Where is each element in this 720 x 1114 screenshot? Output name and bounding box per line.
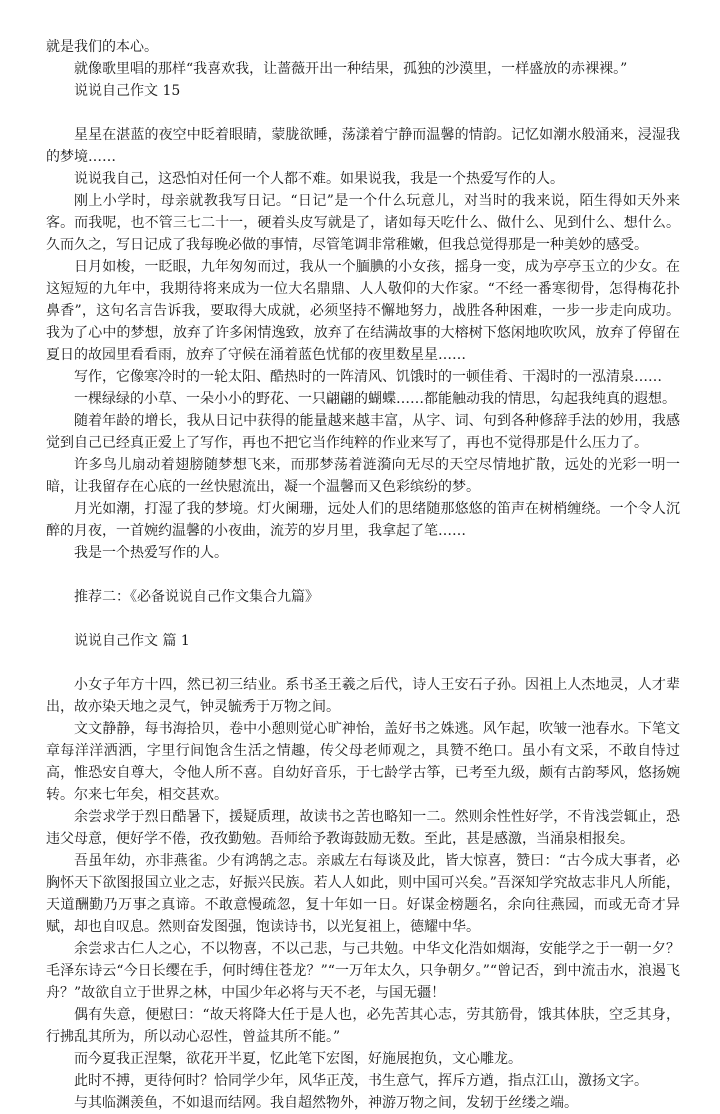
section-title-piece-1: 说说自己作文 篇 1 <box>74 633 190 649</box>
paragraph: 而今夏我正涅槃，欲花开半夏，忆此笔下宏图，好施展抱负，文心雕龙。 <box>74 1051 522 1067</box>
paragraph: 偶有失意，便慰曰：“故天将降大任于是人也，必先苦其心志，劳其筋骨，饿其体肤，空乏其身，行拂乱其所为，所以动心忍性，曾益其所不能。” <box>46 1007 680 1045</box>
paragraph: 此时不搏，更待何时？恰同学少年，风华正茂，书生意气，挥斥方遒，指点江山，激扬文字。 <box>74 1073 648 1089</box>
paragraph: 许多鸟儿扇动着翅膀随梦想飞来，而那梦荡着涟漪向无尽的天空尽情地扩散，远处的光彩一明一暗，让我留存在心底的一丝快慰流出，凝一个温馨而又色彩缤纷的梦。 <box>46 457 680 495</box>
recommend-heading: 推荐二：《必备说说自己作文集合九篇》 <box>74 589 319 605</box>
paragraph: 说说我自己，这恐怕对任何一个人都不难。如果说我，我是一个热爱写作的人。 <box>74 171 564 187</box>
paragraph: 文文静静，每书海拾贝，卷中小憩则觉心旷神怡，盖好书之姝逃。风乍起，吹皱一池春水。下笔文章每洋洋洒洒，字里行间饱含生活之情趣，传父母老师观之，具赞不绝口。虽小有文采，不敢自恃过高，惟恐安自尊大，令他人所不喜。自幼好音乐，于七龄学古筝，已考至九级，颇有古韵琴风，悠扬婉转。尔来七年矣，相交甚欢。 <box>46 721 680 803</box>
paragraph: 日月如梭，一眨眼，九年匆匆而过，我从一个腼腆的小女孩，摇身一变，成为亭亭玉立的少女。在这短短的九年中，我期待将来成为一位大名鼎鼎、人人敬仰的大作家。“不经一番寒彻骨，怎得梅花扑鼻香”，这句名言告诉我，要取得大成就，必须坚持不懈地努力，战胜各种困难，一步一步走向成功。我为了心中的梦想，放弃了许多闲情逸致，放弃了在结满故事的大榕树下悠闲地吹吹风，放弃了停留在夏日的故园里看看雨，放弃了守候在涌着蓝色忧郁的夜里数星星…… <box>46 259 680 363</box>
paragraph: 吾虽年幼，亦非燕雀。少有鸿鹄之志。亲戚左右每谈及此，皆大惊喜，赞曰：“古今成大事者，必胸怀天下欲图报国立业之志，好振兴民族。若人人如此，则中国可兴矣。”吾深知学究故志非凡人所能，天道酬勤乃万事之真谛。不敢意慢疏忽，复十年如一日。好谋金榜题名，余向往燕园，而或无奇才异赋，却也自叹息。然则奋发图强，饱读诗书，以光复祖上，德耀中华。 <box>46 853 680 935</box>
lead-line: 就是我们的本心。 <box>46 39 158 55</box>
paragraph: 与其临渊羡鱼，不如退而结网。我自超然物外，神游万物之间，发轫于丝缕之端。 <box>74 1095 578 1111</box>
paragraph: 余尝求古仁人之心，不以物喜，不以己悲，与己共勉。中华文化浩如烟海，安能学之于一朝一夕？毛泽东诗云“今日长缨在手，何时缚住苍龙？”“一万年太久，只争朝夕。”“曾记否，到中流击水，浪遏飞舟？”故欲自立于世界之林，中国少年必将与天不老，与国无疆！ <box>46 941 680 1001</box>
section-title-essay-15: 说说自己作文 15 <box>74 83 181 99</box>
paragraph: 余尝求学于烈日酷暑下，援疑质理，故读书之苦也略知一二。然则余性性好学，不肯浅尝辄止，恐违父母意，便好学不倦，孜孜勤勉。吾师给予教诲鼓励无数。至此，甚是感激，当涌泉相报矣。 <box>46 809 680 847</box>
paragraph: 星星在湛蓝的夜空中眨着眼睛，蒙胧欲睡，荡漾着宁静而温馨的情韵。记忆如潮水般涌来，浸湿我的梦境…… <box>46 127 680 165</box>
paragraph: 月光如潮，打湿了我的梦境。灯火阑珊，远处人们的思绪随那悠悠的笛声在树梢缠绕。一个令人沉醉的月夜，一首婉约温馨的小夜曲，流芳的岁月里，我拿起了笔…… <box>46 501 680 539</box>
quote-paragraph: 就像歌里唱的那样“我喜欢我，让蔷薇开出一种结果，孤独的沙漠里，一样盛放的赤裸裸。” <box>74 61 628 77</box>
paragraph: 刚上小学时，母亲就教我写日记。“日记”是一个什么玩意儿，对当时的我来说，陌生得如天外来客。而我呢，也不管三七二十一，硬着头皮写就是了，诸如每天吃什么、做什么、见到什么、想什么。久而久之，写日记成了我每晚必做的事情，尽管笔调非常稚嫩，但我总觉得那是一种美妙的感受。 <box>46 193 680 253</box>
paragraph: 小女子年方十四，然已初三结业。系书圣王羲之后代，诗人王安石子孙。因祖上人杰地灵，人才辈出，故亦染天地之灵气，钟灵毓秀于万物之间。 <box>46 677 680 715</box>
paragraph: 我是一个热爱写作的人。 <box>74 545 228 561</box>
paragraph: 一棵绿绿的小草、一朵小小的野花、一只翩翩的蝴蝶……都能触动我的情思，勾起我纯真的遐想。 <box>74 391 676 407</box>
paragraph: 写作，它像寒冷时的一轮太阳、酷热时的一阵清风、饥饿时的一顿佳肴、干渴时的一泓清泉…… <box>74 369 662 385</box>
paragraph: 随着年龄的增长，我从日记中获得的能量越来越丰富，从字、词、句到各种修辞手法的妙用，我感觉到自己已经真正爱上了写作，再也不把它当作纯粹的作业来写了，再也不觉得那是什么压力了。 <box>46 413 680 451</box>
